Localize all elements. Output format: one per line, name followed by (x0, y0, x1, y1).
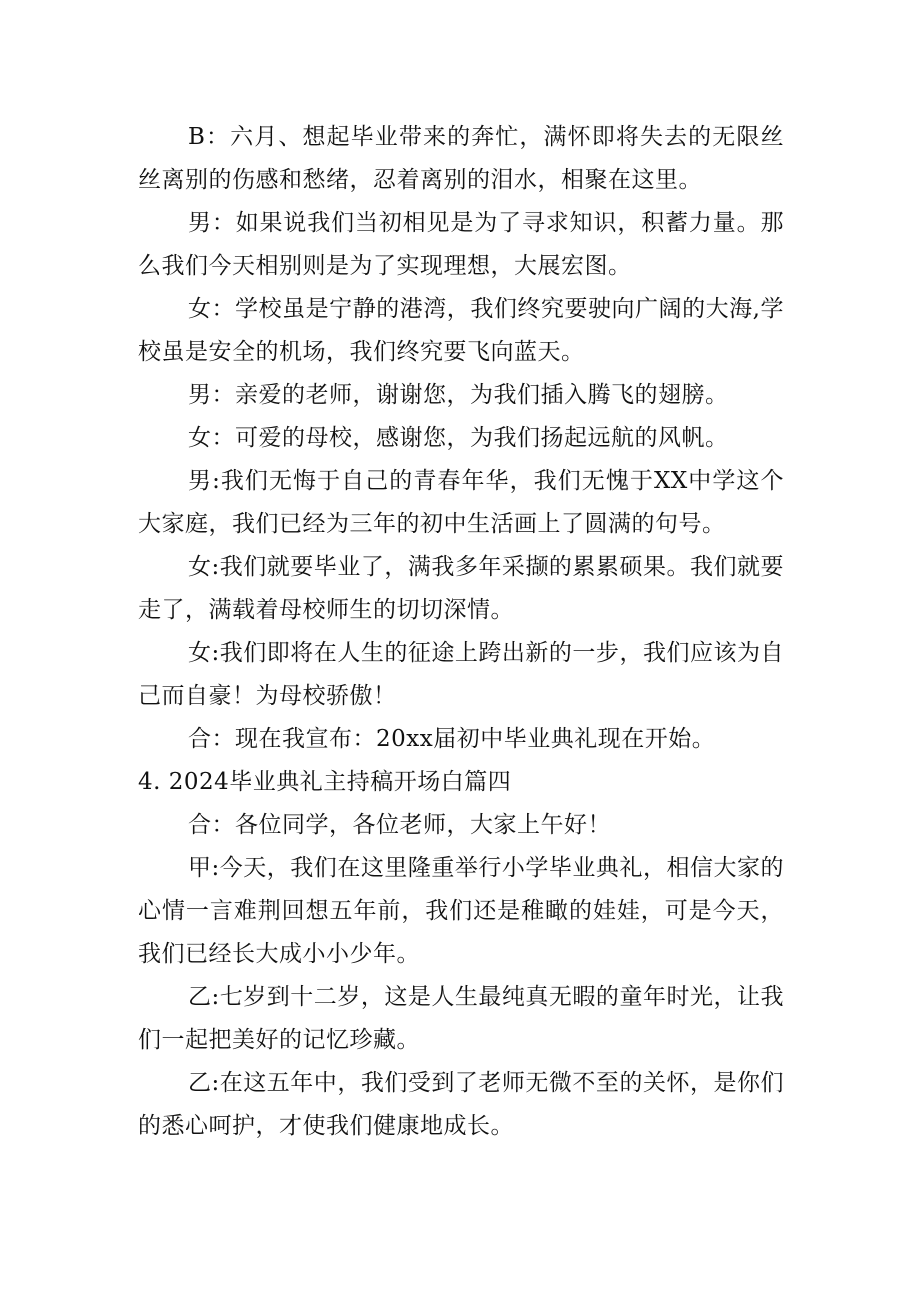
section-heading: 4. 2024毕业典礼主持稿开场白篇四 (138, 769, 512, 795)
paragraph-female-graduate: 女:我们就要毕业了，满我多年采撷的累累硕果。我们就要走了，满载着母校师生的切切深情。 (138, 554, 784, 623)
paragraph-male-teacher: 男：亲爱的老师，谢谢您，为我们插入腾飞的翅膀。 (188, 382, 729, 408)
paragraph-male-knowledge: 男：如果说我们当初相见是为了寻求知识，积蓄力量。那么我们今天相别则是为了实现理想，大展宏图。 (138, 210, 784, 279)
paragraph-female-school: 女：可爱的母校，感谢您，为我们扬起远航的风帆。 (188, 425, 729, 451)
paragraph-together-greeting: 合：各位同学，各位老师，大家上午好！ (188, 812, 611, 838)
paragraph-yi-care: 乙:在这五年中，我们受到了老师无微不至的关怀，是你们的悉心呵护，才使我们健康地成长。 (138, 1070, 784, 1139)
document-body (138, 116, 784, 1148)
paragraph-male-youth: 男:我们无悔于自己的青春年华，我们无愧于XX中学这个大家庭，我们已经为三年的初中生活画上了圆满的句号。 (138, 468, 784, 537)
paragraph-yi-childhood: 乙:七岁到十二岁，这是人生最纯真无暇的童年时光，让我们一起把美好的记忆珍藏。 (138, 984, 784, 1053)
paragraph-female-journey: 女:我们即将在人生的征途上跨出新的一步，我们应该为自己而自豪！为母校骄傲！ (138, 640, 784, 709)
paragraph-b-june: B：六月、想起毕业带来的奔忙，满怀即将失去的无限丝丝离别的伤感和愁绪，忍着离别的泪水，相聚在这里。 (138, 124, 784, 193)
paragraph-female-harbor: 女：学校虽是宁静的港湾，我们终究要驶向广阔的大海,学校虽是安全的机场，我们终究要飞向蓝天。 (138, 296, 784, 365)
paragraph-jia-today: 甲:今天，我们在这里隆重举行小学毕业典礼，相信大家的心情一言难荆回想五年前，我们还是稚瞰的娃娃，可是今天，我们已经长大成小小少年。 (138, 855, 784, 967)
paragraph-together-announce: 合：现在我宣布：20xx届初中毕业典礼现在开始。 (188, 726, 716, 752)
